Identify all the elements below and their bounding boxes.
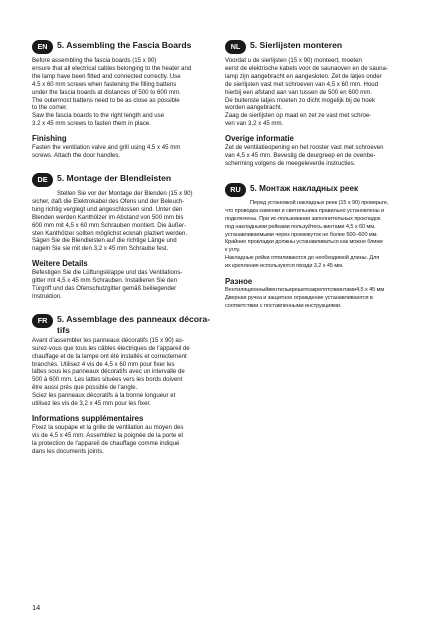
section-de <box>32 173 220 301</box>
section-body: Avant d'assembler les panneaux décoratifs (15 x 90) as- surez-vous que tous les câbles électriques de l'appareil de chauffage et de la lampe ont été installés et correctement branchés. Utilisez 4 vis de 4,5 x 60 mm pour fixer les lattes sous les panneaux décoratifs avec un intervalle de 500 à 600 mm. Les lattes situées vers les bords doivent être aussi près que possible de l'angle. Sciez les panneaux décoratifs à la bonne longueur et utilisez les vis de 3,2 x 45 mm pour les fixer. <box>32 336 190 408</box>
subsection-body: Вентиляционныйвентильирешеткакрепятсявинтами4,5 х 45 мм Дверная ручка и защитное ограждение устанавливаются в соответствии с поставленными инструкциями. <box>225 287 385 309</box>
right-column <box>225 40 413 311</box>
left-column <box>32 40 220 456</box>
section-title: 5. Sierlijsten monteren <box>250 40 343 50</box>
section-header <box>32 40 220 56</box>
section-body: Before assembling the fascia boards (15 x 90) ensure that all electrical cables belonging to the heater and the lamp have been fitted and connected correctly. Use 4.5 x 60 mm screws when fastening the filling battens under the fascia boards at distances of 500 to 600 mm. The outermost battens need to be as close as possible to the corner. Saw the fascia boards to the right length and use 3.2 x 45 mm screws to fasten them in place. <box>32 57 192 128</box>
subsection-title: Разное <box>225 277 253 287</box>
section-title: 5. Montage der Blendleisten <box>57 172 172 183</box>
subsection-title: Informations supplémentaires <box>32 414 144 423</box>
subsection-body: Fixez la soupape et la grille de ventilation au moyen des vis de 4,5 x 45 mm. Assemblez la poignée de la porte et la protection de l'appareil de chauffage comme indiqué dans les documents joints. <box>32 424 184 455</box>
section-title: 5. Assemblage des panneaux décora- tifs <box>57 313 210 335</box>
subsection-title: Weitere Details <box>32 259 88 269</box>
section-body: sicher, daß die Elektrokabel des Ofens und der Beleuch- tung richtig verglegt und angeschlossen sind. Unter den Blenden werden Kanthölzer im Abstand von 500 mm bis 600 mm mit 4,5 x 60 mm Schrauben montiert. Die äußer- sten Kanthölzer sollten möglichst ecknah plaziert werden. Sägen Sie die Blendleisten auf die richtige Länge und nageln Sie sie mit den 3,2 x 45 mm Schraube fest. <box>32 197 188 253</box>
section-body-first-line: Перед установкой накладных реек (15 х 90) проверьте, <box>250 199 389 206</box>
subsection-body: Befestigen Sie die Lüftungsklappe und das Ventilations- gitter mit 4,5 x 45 mm Schrauben. Installieren Sie den Türgriff und das Ofenschutzgitter gemäß beiliegender Instruktion. <box>32 269 183 300</box>
section-title: 5. Assembling the Fascia Boards <box>57 40 192 50</box>
section-en <box>32 40 220 160</box>
page-number: 14 <box>32 603 41 612</box>
section-ru <box>225 183 413 311</box>
section-header <box>225 183 413 199</box>
language-badge-fr: FR <box>32 314 53 328</box>
subsection-body: Zet de ventilatieopening en het rooster vast met schroeven van 4,5 x 45 mm. Bevestig de deurgreep en de ovenbe- scherming volgens de meegeleverde instructies. <box>225 144 384 167</box>
section-body-first-line: Stellen Sie vor der Montage der Blenden (15 x 90) <box>57 189 193 197</box>
section-nl <box>225 40 413 168</box>
section-header <box>32 314 220 336</box>
language-badge-de: DE <box>32 173 53 187</box>
subsection-title: Finishing <box>32 134 67 144</box>
language-badge-nl: NL <box>225 40 246 54</box>
language-badge-en: EN <box>32 40 53 54</box>
section-body: Voordat u de sierlijsten (15 x 90) monteert, moeten eerst de elektrische kabels voor de saunaoven en de sauna- lamp zijn aangebracht en aangesloten. Zet de latjes onder de sierlijsten vast met schroeven van 4,5 x 60 mm. Houd hierbij een afstand aan van tussen de 500 en 600 mm. De buitenste latjes moeten zo dicht mogelijk bij de hoek worden aangebracht. Zaag de sierlijsten op maat en zet ze vast met schroe- ven van 3,2 x 45 mm. <box>225 57 388 128</box>
subsection-title: Overige informatie <box>225 134 294 144</box>
section-title: 5. Монтаж накладных реек <box>250 183 359 193</box>
section-header <box>32 173 220 189</box>
language-badge-ru: RU <box>225 183 246 197</box>
section-body: что проводка каменки и светильника правильно установлены и подключены. При ис-пользовании заполнительных прокладок под накладными рейками пользуйтесь винтами 4,5 х 60 мм, устанавливаемыми через промежуток не более 500–600 мм. Крайние прокладки должны устанавливаться как можно ближе к углу. Накладные рейки отпиливаются до необходимой длины. Для их крепления используются гвозди 3,2 х 45 мм. <box>225 207 385 270</box>
section-fr <box>32 314 220 456</box>
section-header <box>225 40 413 56</box>
subsection-body: Fasten the ventilation valve and grill using 4.5 x 45 mm screws. Attach the door handles. <box>32 144 181 160</box>
